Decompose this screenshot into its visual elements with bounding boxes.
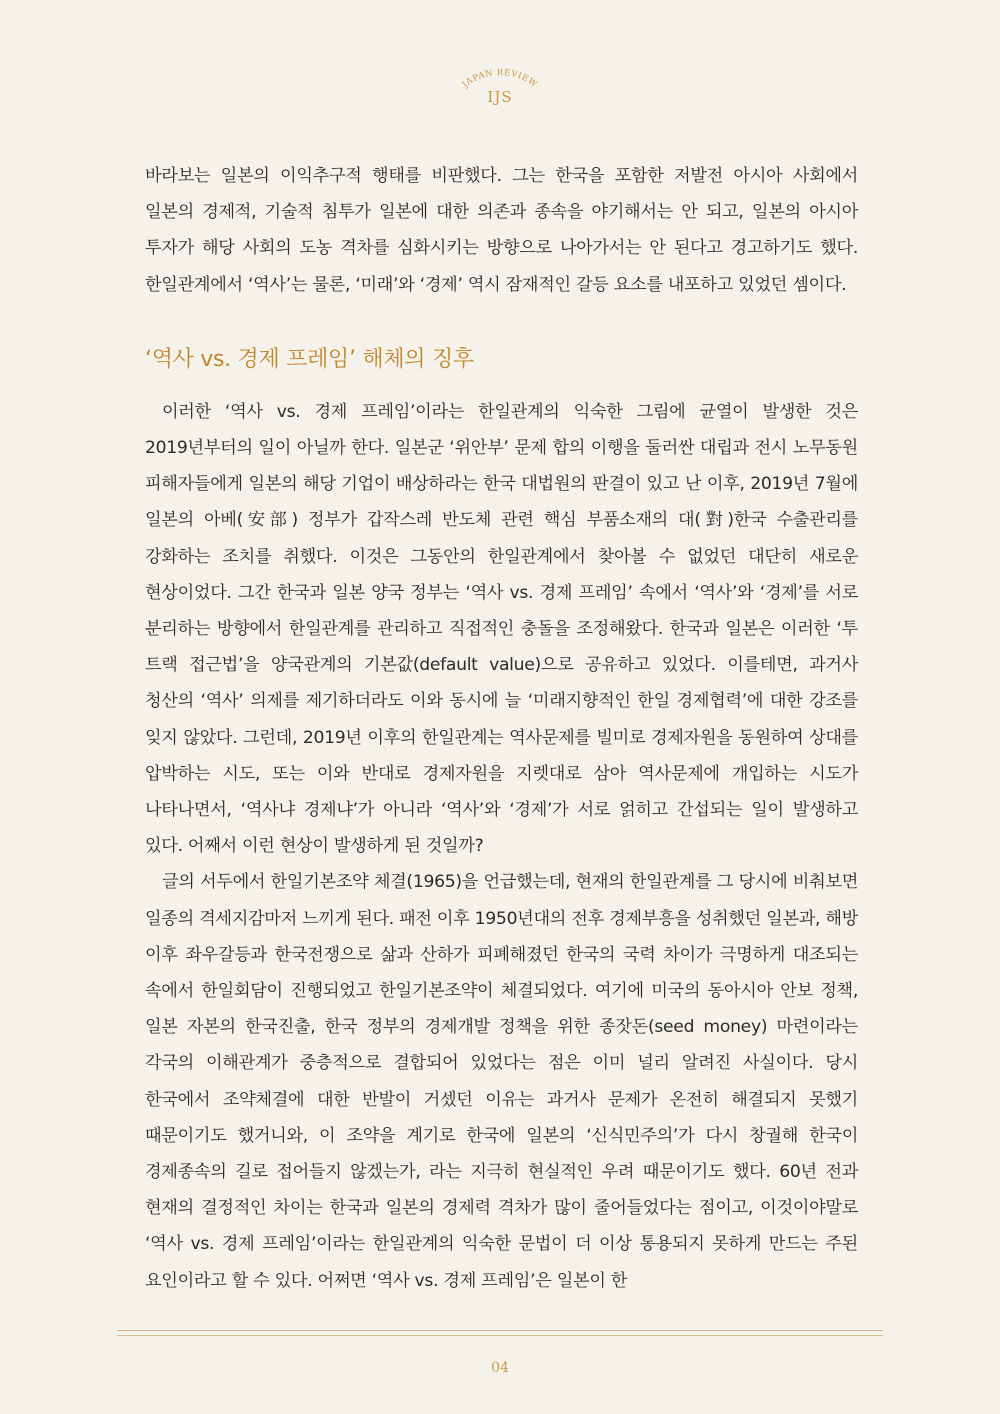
logo-mark: IJS xyxy=(487,88,513,106)
svg-text:JAPAN REVIEW: JAPAN REVIEW xyxy=(460,68,540,90)
section-heading: ‘역사 vs. 경제 프레임’ 해체의 징후 xyxy=(145,346,474,372)
article-body xyxy=(145,158,858,1299)
paragraph: 바라보는 일본의 이익추구적 행태를 비판했다. 그는 한국을 포함한 저발전 아시아 사회에서 일본의 경제적, 기술적 침투가 일본에 대한 의존과 종속을 야기해서는 안 되고, 일본의 아시아 투자가 해당 사회의 도농 격차를 심화시키는 방향으로 나아가서는 안 된다고 경고하기도 했다. 한일관계에서 ‘역사’는 물론, ‘미래’와 ‘경제’ 역시 잠재적인 갈등 요소를 내포하고 있었던 셈이다. xyxy=(145,166,858,295)
footer-divider xyxy=(117,1330,883,1331)
page-number: 04 xyxy=(491,1360,509,1376)
paragraph: 이러한 ‘역사 vs. 경제 프레임’이라는 한일관계의 익숙한 그림에 균열이 발생한 것은 2019년부터의 일이 아닐까 한다. 일본군 ‘위안부’ 문제 합의 이행을 둘러싼 대립과 전시 노무동원 피해자들에게 일본의 해당 기업이 배상하라는 한국 대법원의 판결이 있고 난 이후, 2019년 7월에 일본의 아베(安部) 정부가 갑작스레 반도체 관련 핵심 부품소재의 대(對)한국 수출관리를 강화하는 조치를 취했다. 이것은 그동안의 한일관계에서 찾아볼 수 없었던 대단히 새로운 현상이었다. 그간 한국과 일본 양국 정부는 ‘역사 vs. 경제 프레임’ 속에서 ‘역사’와 ‘경제’를 서로 분리하는 방향에서 한일관계를 관리하고 직접적인 충돌을 조정해왔다. 한국과 일본은 이러한 ‘투 트랙 접근법’을 양국관계의 기본값(default value)으로 공유하고 있었다. 이를테면, 과거사 청산의 ‘역사’ 의제를 제기하더라도 이와 동시에 늘 ‘미래지향적인 한일 경제협력’에 대한 강조를 잊지 않았다. 그런데, 2019년 이후의 한일관계는 역사문제를 빌미로 경제자원을 동원하여 상대를 압박하는 시도, 또는 이와 반대로 경제자원을 지렛대로 삼아 역사문제에 개입하는 시도가 나타나면서, ‘역사냐 경제냐’가 아니라 ‘역사’와 ‘경제’가 서로 얽히고 간섭되는 일이 발생하고 있다. 어째서 이런 현상이 발생하게 된 것일까? xyxy=(145,401,858,857)
journal-logo xyxy=(450,60,550,115)
paragraph: 글의 서두에서 한일기본조약 체결(1965)을 언급했는데, 현재의 한일관계를 그 당시에 비춰보면 일종의 격세지감마저 느끼게 된다. 패전 이후 1950년대의 전후 경제부흥을 성취했던 일본과, 해방 이후 좌우갈등과 한국전쟁으로 삶과 산하가 피폐해졌던 한국의 국력 차이가 극명하게 대조되는 속에서 한일회담이 진행되었고 한일기본조약이 체결되었다. 여기에 미국의 동아시아 안보 정책, 일본 자본의 한국진출, 한국 정부의 경제개발 정책을 위한 종잣돈(seed money) 마련이라는 각국의 이해관계가 중층적으로 결합되어 있었다는 점은 이미 널리 알려진 사실이다. 당시 한국에서 조약체결에 대한 반발이 거셌던 이유는 과거사 문제가 온전히 해결되지 못했기 때문이기도 했거니와, 이 조약을 계기로 한국에 일본의 ‘신식민주의’가 다시 창궐해 한국이 경제종속의 길로 접어들지 않겠는가, 라는 지극히 현실적인 우려 때문이기도 했다. 60년 전과 현재의 결정적인 차이는 한국과 일본의 경제력 격차가 많이 줄어들었다는 점이고, 이것이야말로 ‘역사 vs. 경제 프레임’이라는 한일관계의 익숙한 문법이 더 이상 통용되지 못하게 만드는 주된 요인이라고 할 수 있다. 어쩌면 ‘역사 vs. 경제 프레임’은 일본이 한 xyxy=(145,872,858,1291)
footer-divider xyxy=(117,1335,883,1336)
